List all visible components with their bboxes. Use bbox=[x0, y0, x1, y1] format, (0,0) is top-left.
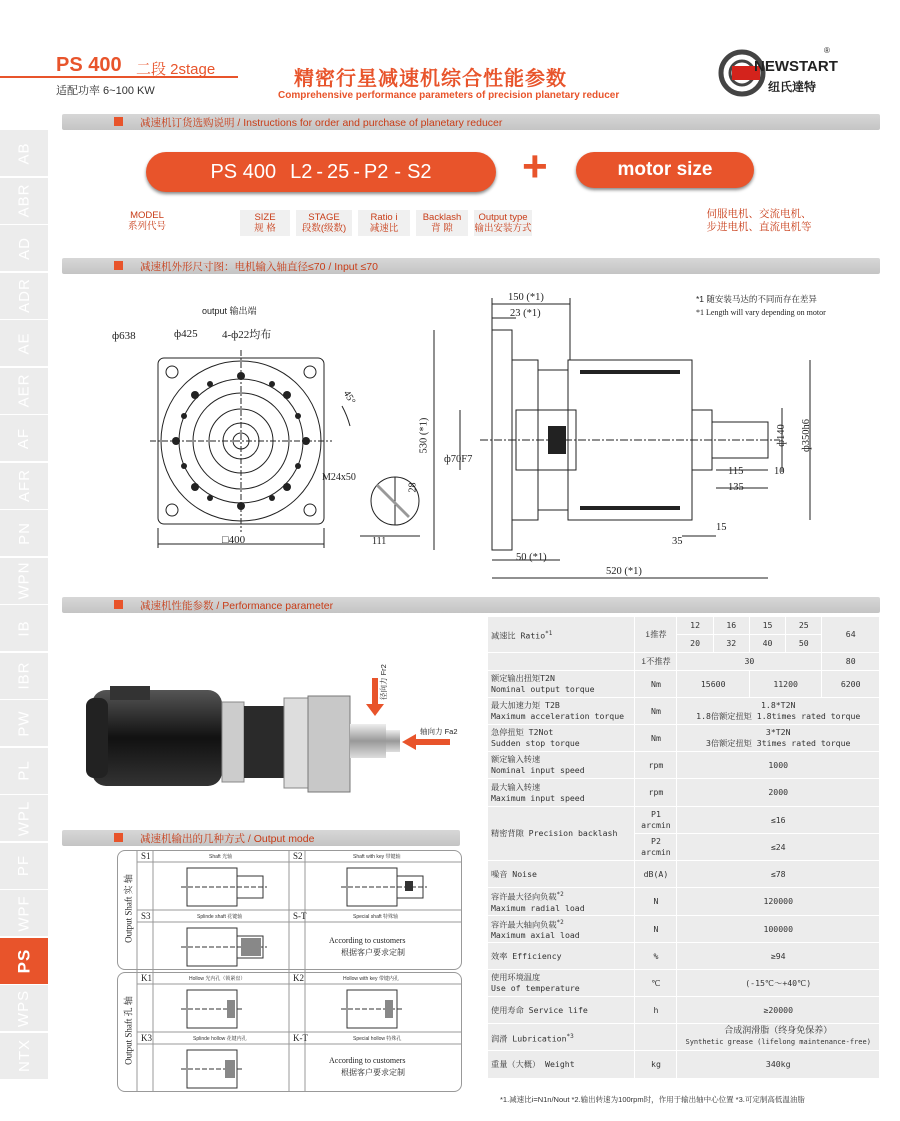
section-bar-order bbox=[62, 114, 880, 130]
table-cell: 合成润滑脂（终身免保养） Synthetic grease (lifelong maintenance-free) bbox=[677, 1024, 880, 1051]
table-row bbox=[488, 779, 880, 807]
ratio-nonrecommended-label: i不推荐 bbox=[635, 653, 677, 671]
label-ratio: Ratio i 减速比 bbox=[358, 210, 410, 236]
axial-force-arrow-icon bbox=[416, 739, 450, 745]
side-tab-label: AF bbox=[15, 427, 33, 449]
ratio-label: 减速比 Ratio$^{*1}$ bbox=[488, 617, 635, 653]
side-tab-label: PN bbox=[15, 521, 33, 545]
table-cell: 额定输出扭矩T2N Nominal output torque bbox=[488, 671, 635, 698]
side-tab-label: AFR bbox=[15, 469, 33, 502]
table-cell: 120000 bbox=[677, 888, 880, 916]
motor-description: 伺服电机、交流电机、 步进电机、直流电机等 bbox=[706, 208, 812, 233]
axial-force-arrowhead-icon bbox=[402, 734, 416, 750]
table-cell: 16 bbox=[713, 617, 749, 635]
side-tab-ps[interactable] bbox=[0, 938, 48, 985]
motor-size-pill: motor size bbox=[576, 152, 754, 188]
order-code-ratio: 25 bbox=[327, 160, 350, 183]
page-title: 精密行星减速机综合性能参数 bbox=[294, 68, 567, 90]
mode-desc-k1: Hollow 光内孔（锁紧盘） bbox=[189, 976, 246, 982]
dim-10: 10 bbox=[774, 466, 785, 477]
table-cell: 20 bbox=[677, 635, 713, 653]
side-tab-label: PS bbox=[14, 948, 33, 973]
dim-d70: ф70F7 bbox=[444, 454, 473, 465]
side-tab-pf[interactable] bbox=[0, 843, 48, 890]
brand-logo bbox=[718, 46, 848, 102]
table-row bbox=[488, 807, 880, 834]
section-title-order: 减速机订货选购说明 / Instructions for order and purchase of planetary reducer bbox=[140, 117, 503, 129]
mode-code-k2: K2 bbox=[293, 973, 304, 983]
dim-bolt-holes: 4-ф22均布 bbox=[222, 329, 272, 341]
mode-desc-kt: Special hollow 特殊孔 bbox=[353, 1036, 402, 1042]
mode-code-k3: K3 bbox=[141, 1033, 152, 1043]
table-cell: 2000 bbox=[677, 779, 880, 807]
table-cell: 润滑 Lubrication$^{*3}$ bbox=[488, 1024, 635, 1051]
dim-530: 530 (*1) bbox=[418, 417, 430, 454]
side-tab-pw[interactable] bbox=[0, 700, 48, 747]
dim-thread: M24x50 bbox=[322, 472, 356, 483]
table-cell: 15600 bbox=[677, 671, 749, 698]
table-cell: 30 bbox=[677, 653, 822, 671]
dim-d425: ф425 bbox=[174, 328, 198, 340]
mode-code-kt: K-T bbox=[293, 1033, 308, 1043]
side-tab-abr[interactable] bbox=[0, 178, 48, 225]
hollow-shaft-group-label: Output Shaft 孔 轴 bbox=[123, 996, 134, 1065]
side-tab-wps[interactable] bbox=[0, 985, 48, 1032]
mode-desc-s1: Shaft 光轴 bbox=[209, 854, 233, 860]
side-tab-label: NTX bbox=[15, 1039, 33, 1072]
side-tab-bar bbox=[0, 130, 48, 1080]
side-tab-ibr[interactable] bbox=[0, 653, 48, 700]
table-row bbox=[488, 752, 880, 779]
side-tab-label: IBR bbox=[15, 661, 33, 690]
table-cell: 1000 bbox=[677, 752, 880, 779]
order-code-pill bbox=[146, 152, 496, 192]
performance-table bbox=[487, 616, 880, 1079]
mode-desc-st: Special shaft 特殊轴 bbox=[353, 914, 399, 920]
table-cell: 容许最大径向负载$^{*2}$ Maximum radial load bbox=[488, 888, 635, 916]
mode-desc-s3: Splinde shaft 花键轴 bbox=[197, 914, 243, 920]
table-cell: 3*T2N 3倍额定扭矩 3times rated torque bbox=[677, 725, 880, 752]
table-row bbox=[488, 861, 880, 888]
side-tab-label: PF bbox=[15, 854, 33, 877]
side-tab-label: ADR bbox=[15, 278, 33, 313]
plus-icon: + bbox=[522, 142, 548, 191]
side-tab-pn[interactable] bbox=[0, 510, 48, 557]
section-marker-icon bbox=[114, 117, 123, 126]
mode-code-s1: S1 bbox=[141, 851, 151, 861]
table-cell: P1 arcmin bbox=[635, 807, 677, 834]
table-cell: (-15℃～+40℃) bbox=[677, 970, 880, 997]
table-cell: 噪音 Noise bbox=[488, 861, 635, 888]
table-cell: 容许最大轴向负载$^{*2}$ Maximum axial load bbox=[488, 915, 635, 943]
dim-23: 23 (*1) bbox=[510, 308, 541, 319]
side-tab-adr[interactable] bbox=[0, 273, 48, 320]
section-bar-dimensions bbox=[62, 258, 880, 274]
side-tab-ntx[interactable] bbox=[0, 1033, 48, 1080]
order-code-dash-3: - bbox=[394, 160, 402, 183]
table-cell: Nm bbox=[635, 725, 677, 752]
model-title bbox=[0, 52, 238, 80]
table-cell: 最大输入转速 Maximum input speed bbox=[488, 779, 635, 807]
mode-desc-s2: Shaft with key 带键轴 bbox=[353, 854, 401, 860]
side-tab-label: AD bbox=[15, 236, 33, 260]
dim-d638: ф638 bbox=[112, 330, 136, 342]
table-cell: rpm bbox=[635, 752, 677, 779]
model-name: PS 400 bbox=[56, 54, 122, 76]
table-row bbox=[488, 1051, 880, 1079]
label-backlash: Backlash 背 隙 bbox=[416, 210, 468, 236]
table-cell: 6200 bbox=[822, 671, 880, 698]
axial-force-label: 轴向力 Fa2 bbox=[420, 727, 458, 736]
mode-code-s3: S3 bbox=[141, 911, 151, 921]
custom-note-en-hollow: According to customers bbox=[329, 1056, 406, 1065]
table-cell: ≥20000 bbox=[677, 997, 880, 1024]
table-row bbox=[488, 1024, 880, 1051]
table-row bbox=[488, 653, 880, 671]
section-title-performance: 减速机性能参数 / Performance parameter bbox=[140, 600, 334, 612]
table-cell: 效率 Efficiency bbox=[488, 943, 635, 970]
dim-135: 135 bbox=[728, 482, 744, 493]
table-cell: 40 bbox=[749, 635, 785, 653]
section-title-dimensions: 减速机外形尺寸图：电机输入轴直径≤70 / Input ≤70 bbox=[140, 261, 378, 273]
side-view-drawing bbox=[420, 290, 840, 590]
dim-35: 35 bbox=[672, 536, 683, 547]
power-range: 适配功率 6~100 KW bbox=[56, 85, 155, 97]
side-tab-label: AB bbox=[15, 141, 33, 165]
custom-note-en-solid: According to customers bbox=[329, 936, 406, 945]
order-code-dash-2: - bbox=[353, 160, 360, 183]
dim-d140: ф140 bbox=[775, 424, 787, 447]
table-cell: ≤78 bbox=[677, 861, 880, 888]
side-tab-af[interactable] bbox=[0, 415, 48, 462]
table-row bbox=[488, 725, 880, 752]
table-row bbox=[488, 970, 880, 997]
table-cell: P2 arcmin bbox=[635, 834, 677, 861]
brand-name: NEWSTART bbox=[754, 58, 838, 75]
radial-force-label: 径向力 Fr2 bbox=[379, 664, 388, 700]
output-label: output 输出端 bbox=[202, 306, 257, 316]
table-row bbox=[488, 943, 880, 970]
dim-520: 520 (*1) bbox=[606, 566, 642, 577]
label-stage: STAGE 段数(级数) bbox=[296, 210, 352, 236]
side-tab-label: WPL bbox=[15, 800, 33, 836]
dim-shaft-width: 111 bbox=[372, 536, 387, 547]
mode-code-k1: K1 bbox=[141, 973, 152, 983]
table-cell: N bbox=[635, 915, 677, 943]
section-marker-icon bbox=[114, 833, 123, 842]
mode-code-s2: S2 bbox=[293, 851, 303, 861]
drawing-note-en: *1 Length will vary depending on motor bbox=[696, 308, 826, 317]
table-cell: 100000 bbox=[677, 915, 880, 943]
section-bar-output-mode bbox=[62, 830, 460, 846]
table-cell: N bbox=[635, 888, 677, 916]
custom-note-cn-hollow: 根据客户要求定制 bbox=[341, 1068, 405, 1077]
label-output-type: Output type 输出安装方式 bbox=[474, 212, 532, 234]
table-cell: 25 bbox=[786, 617, 822, 635]
table-row bbox=[488, 915, 880, 943]
side-tab-aer[interactable] bbox=[0, 368, 48, 415]
table-cell: ≤16 bbox=[677, 807, 880, 834]
brand-mark: ® bbox=[824, 46, 830, 55]
output-mode-grid bbox=[117, 850, 462, 1092]
table-cell bbox=[635, 1024, 677, 1051]
side-tab-label: IB bbox=[15, 619, 33, 637]
dim-d350: ф350h6 bbox=[801, 418, 813, 453]
order-code-backlash: P2 bbox=[363, 160, 389, 183]
table-cell: kg bbox=[635, 1051, 677, 1079]
side-tab-label: WPN bbox=[15, 561, 33, 600]
table-cell: Nm bbox=[635, 671, 677, 698]
table-cell: 急停扭矩 T2Not Sudden stop torque bbox=[488, 725, 635, 752]
order-code-model: PS 400 bbox=[210, 160, 277, 183]
side-tab-pl[interactable] bbox=[0, 748, 48, 795]
table-cell: ≤24 bbox=[677, 834, 880, 861]
section-marker-icon bbox=[114, 261, 123, 270]
section-title-output-mode: 减速机输出的几种方式 / Output mode bbox=[140, 833, 315, 845]
side-tab-label: AER bbox=[15, 373, 33, 408]
table-cell bbox=[488, 653, 635, 671]
product-photo bbox=[80, 650, 480, 800]
table-footnote: *1.减速比i=N1n/Nout *2.输出转速为100rpm时，作用于输出轴中心位置 *3.可定制高低温油脂 bbox=[500, 1095, 805, 1104]
label-size: SIZE 规 格 bbox=[240, 210, 290, 236]
side-tab-label: ABR bbox=[15, 183, 33, 218]
side-tab-label: PL bbox=[15, 760, 33, 781]
table-row bbox=[488, 698, 880, 725]
side-tab-ae[interactable] bbox=[0, 320, 48, 367]
side-tab-wpn[interactable] bbox=[0, 558, 48, 605]
section-marker-icon bbox=[114, 600, 123, 609]
order-code-output: S2 bbox=[407, 160, 432, 183]
table-cell: % bbox=[635, 943, 677, 970]
table-row bbox=[488, 671, 880, 698]
dim-150: 150 (*1) bbox=[508, 292, 544, 303]
table-cell: ≥94 bbox=[677, 943, 880, 970]
custom-note-cn-solid: 根据客户要求定制 bbox=[341, 948, 405, 957]
table-cell: 额定输入转速 Nominal input speed bbox=[488, 752, 635, 779]
order-code-dash-1: - bbox=[316, 160, 323, 183]
table-cell: 使用寿命 Service life bbox=[488, 997, 635, 1024]
side-tab-afr[interactable] bbox=[0, 463, 48, 510]
label-model: MODEL 系列代号 bbox=[127, 210, 166, 232]
dim-15: 15 bbox=[716, 522, 727, 533]
table-cell: h bbox=[635, 997, 677, 1024]
mode-desc-k3: Splinde hollow 花键内孔 bbox=[193, 1036, 247, 1042]
side-tab-wpl[interactable] bbox=[0, 795, 48, 842]
brand-name-cn: 纽氏達特 bbox=[768, 80, 817, 94]
order-code-stage: L2 bbox=[290, 160, 313, 183]
side-tab-label: AE bbox=[15, 331, 33, 355]
radial-force-arrowhead-icon bbox=[366, 704, 384, 716]
table-cell: rpm bbox=[635, 779, 677, 807]
side-tab-label: WPF bbox=[15, 894, 33, 932]
dim-square: □400 bbox=[222, 534, 246, 546]
table-cell: 15 bbox=[749, 617, 785, 635]
side-tab-ib[interactable] bbox=[0, 605, 48, 652]
side-tab-ad[interactable] bbox=[0, 225, 48, 272]
side-tab-label: PW bbox=[15, 709, 33, 737]
table-cell: ℃ bbox=[635, 970, 677, 997]
side-tab-label: WPS bbox=[15, 989, 33, 1027]
table-cell: 1.8*T2N 1.8倍额定扭矩 1.8times rated torque bbox=[677, 698, 880, 725]
mode-desc-k2: Hollow with key 带键内孔 bbox=[343, 976, 399, 982]
table-row bbox=[488, 617, 880, 635]
table-cell: 64 bbox=[822, 617, 880, 653]
section-bar-performance bbox=[62, 597, 880, 613]
table-cell: 最大加速力矩 T2B Maximum acceleration torque bbox=[488, 698, 635, 725]
table-cell: 50 bbox=[786, 635, 822, 653]
table-cell: 80 bbox=[822, 653, 880, 671]
side-tab-ab[interactable] bbox=[0, 130, 48, 177]
table-row bbox=[488, 997, 880, 1024]
table-cell: 12 bbox=[677, 617, 713, 635]
dim-key-height: 28 bbox=[407, 482, 419, 493]
table-cell: Nm bbox=[635, 698, 677, 725]
model-stage: 二段 2stage bbox=[136, 61, 216, 78]
mode-code-st: S-T bbox=[293, 911, 307, 921]
dim-angle: 45° bbox=[340, 388, 358, 407]
dim-115: 115 bbox=[728, 466, 744, 477]
page-subtitle: Comprehensive performance parameters of precision planetary reducer bbox=[278, 90, 620, 101]
table-cell: 32 bbox=[713, 635, 749, 653]
table-cell: 精密背隙 Precision backlash bbox=[488, 807, 635, 861]
table-row bbox=[488, 888, 880, 916]
ratio-recommended-label: i推荐 bbox=[635, 617, 677, 653]
table-cell: 11200 bbox=[749, 671, 821, 698]
dim-50: 50 (*1) bbox=[516, 552, 547, 563]
table-cell: 340kg bbox=[677, 1051, 880, 1079]
drawing-note-cn: *1 随安装马达的不同而存在差异 bbox=[696, 294, 817, 304]
table-cell: 使用环境温度 Use of temperature bbox=[488, 970, 635, 997]
table-cell: 重量（大概） Weight bbox=[488, 1051, 635, 1079]
solid-shaft-group-label: Output Shaft 实 轴 bbox=[123, 874, 134, 943]
front-view-drawing bbox=[110, 296, 430, 566]
table-cell: dB(A) bbox=[635, 861, 677, 888]
side-tab-wpf[interactable] bbox=[0, 890, 48, 937]
